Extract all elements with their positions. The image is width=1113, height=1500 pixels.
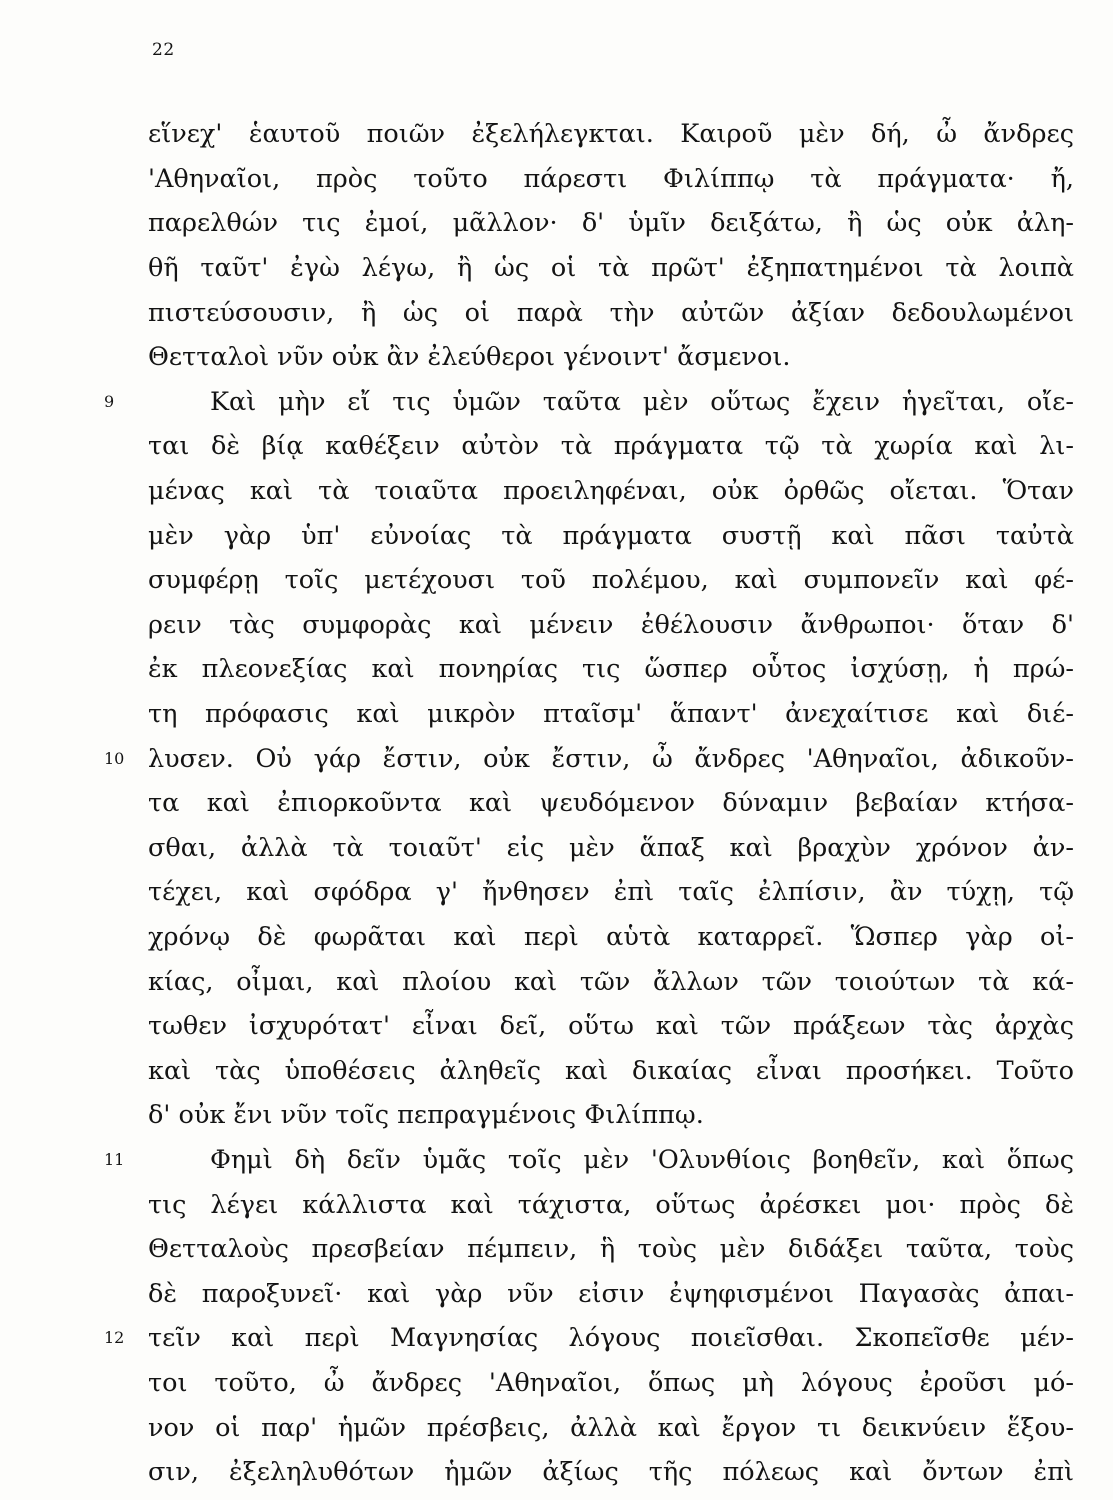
- line-text: Θετταλοὶ νῦν οὐκ ἂν ἐλεύθεροι γένοιντ' ἄσμενοι.: [148, 342, 791, 373]
- line-text: ρειν τὰς συμφορὰς καὶ μένειν ἐθέλουσιν ἄνθρωποι· ὅταν δ': [148, 609, 1074, 640]
- text-line: [0, 1227, 1113, 1272]
- line-text: Φημὶ δὴ δεῖν ὑμᾶς τοῖς μὲν 'Ολυνθίοις βοηθεῖν, καὶ ὅπως: [210, 1144, 1074, 1175]
- text-line: [0, 290, 1113, 335]
- text-line: [0, 736, 1113, 781]
- text-line: [0, 781, 1113, 826]
- text-line: [0, 870, 1113, 915]
- text-line: [0, 959, 1113, 1004]
- text-line: [0, 1093, 1113, 1138]
- line-text: πιστεύσουσιν, ἢ ὡς οἱ παρὰ τὴν αὐτῶν ἀξίαν δεδουλωμένοι: [148, 297, 1074, 328]
- line-text: σιν, ἐξεληλυθότων ἡμῶν ἀξίως τῆς πόλεως καὶ ὄντων ἐπὶ: [148, 1457, 1074, 1488]
- text-line: [0, 1450, 1113, 1495]
- text-line: [0, 201, 1113, 246]
- line-text: ται δὲ βίᾳ καθέξειν αὐτὸν τὰ πράγματα τῷ τὰ χωρία καὶ λι-: [148, 431, 1074, 462]
- line-text: τωθεν ἰσχυρότατ' εἶναι δεῖ, οὕτω καὶ τῶν πράξεων τὰς ἀρχὰς: [148, 1011, 1074, 1042]
- line-text: Καὶ μὴν εἴ τις ὑμῶν ταῦτα μὲν οὕτως ἔχειν ἡγεῖται, οἴε-: [210, 386, 1074, 417]
- text-line: [0, 469, 1113, 514]
- line-text: τη πρόφασις καὶ μικρὸν πταῖσμ' ἅπαντ' ἀνεχαίτισε καὶ διέ-: [148, 699, 1074, 730]
- line-text: ἐκ πλεονεξίας καὶ πονηρίας τις ὥσπερ οὗτος ἰσχύσῃ, ἡ πρώ-: [148, 654, 1074, 685]
- section-number: 12: [104, 1328, 125, 1348]
- line-text: τοι τοῦτο, ὦ ἄνδρες 'Αθηναῖοι, ὅπως μὴ λόγους ἐροῦσι μό-: [148, 1367, 1074, 1398]
- text-line: [0, 1271, 1113, 1316]
- line-text: τεῖν καὶ περὶ Μαγνησίας λόγους ποιεῖσθαι. Σκοπεῖσθε μέν-: [148, 1323, 1074, 1354]
- line-text: τα καὶ ἐπιορκοῦντα καὶ ψευδόμενον δύναμιν βεβαίαν κτήσα-: [148, 788, 1074, 819]
- line-text: σθαι, ἀλλὰ τὰ τοιαῦτ' εἰς μὲν ἅπαξ καὶ βραχὺν χρόνον ἀν-: [148, 832, 1074, 863]
- greek-text-body: [0, 112, 1113, 1494]
- text-line: [0, 1182, 1113, 1227]
- line-text: λυσεν. Οὐ γάρ ἔστιν, οὐκ ἔστιν, ὦ ἄνδρες 'Αθηναῖοι, ἀδικοῦν-: [148, 743, 1074, 774]
- text-line: [0, 1138, 1113, 1183]
- line-text: δὲ παροξυνεῖ· καὶ γὰρ νῦν εἰσιν ἐψηφισμένοι Παγασὰς ἀπαι-: [148, 1278, 1074, 1309]
- text-line: [0, 692, 1113, 737]
- line-text: συμφέρῃ τοῖς μετέχουσι τοῦ πολέμου, καὶ συμπονεῖν καὶ φέ-: [148, 565, 1074, 596]
- text-line: [0, 335, 1113, 380]
- line-text: κίας, οἶμαι, καὶ πλοίου καὶ τῶν ἄλλων τῶν τοιούτων τὰ κά-: [148, 966, 1074, 997]
- text-line: [0, 380, 1113, 425]
- page-number: 22: [152, 40, 175, 60]
- line-text: τέχει, καὶ σφόδρα γ' ἤνθησεν ἐπὶ ταῖς ἐλπίσιν, ἂν τύχῃ, τῷ: [148, 877, 1074, 908]
- line-text: παρελθών τις ἐμοί, μᾶλλον· δ' ὑμῖν δειξάτω, ἢ ὡς οὐκ ἀλη-: [148, 208, 1074, 239]
- line-text: μὲν γὰρ ὑπ' εὐνοίας τὰ πράγματα συστῇ καὶ πᾶσι ταὐτὰ: [148, 520, 1074, 551]
- line-text: θῆ ταῦτ' ἐγὼ λέγω, ἢ ὡς οἱ τὰ πρῶτ' ἐξηπατημένοι τὰ λοιπὰ: [148, 253, 1074, 284]
- text-line: [0, 1361, 1113, 1406]
- line-text: εἵνεχ' ἑαυτοῦ ποιῶν ἐξελήλεγκται. Καιροῦ μὲν δή, ὦ ἄνδρες: [148, 119, 1074, 150]
- text-line: [0, 157, 1113, 202]
- line-text: δ' οὐκ ἔνι νῦν τοῖς πεπραγμένοις Φιλίππῳ.: [148, 1100, 704, 1131]
- text-line: [0, 915, 1113, 960]
- text-line: [0, 246, 1113, 291]
- text-line: [0, 513, 1113, 558]
- text-line: [0, 826, 1113, 871]
- text-line: [0, 558, 1113, 603]
- line-text: μένας καὶ τὰ τοιαῦτα προειληφέναι, οὐκ ὀρθῶς οἴεται. Ὅταν: [148, 476, 1074, 507]
- line-text: χρόνῳ δὲ φωρᾶται καὶ περὶ αὑτὰ καταρρεῖ. Ὥσπερ γὰρ οἰ-: [148, 921, 1074, 952]
- section-number: 11: [104, 1149, 125, 1169]
- text-line: [0, 647, 1113, 692]
- line-text: καὶ τὰς ὑποθέσεις ἀληθεῖς καὶ δικαίας εἶναι προσήκει. Τοῦτο: [148, 1055, 1074, 1086]
- line-text: τις λέγει κάλλιστα καὶ τάχιστα, οὕτως ἀρέσκει μοι· πρὸς δὲ: [148, 1189, 1074, 1220]
- line-text: 'Αθηναῖοι, πρὸς τοῦτο πάρεστι Φιλίππῳ τὰ πράγματα· ἤ,: [148, 163, 1074, 194]
- text-line: [0, 1004, 1113, 1049]
- line-text: νον οἱ παρ' ἡμῶν πρέσβεις, ἀλλὰ καὶ ἔργον τι δεικνύειν ἕξου-: [148, 1412, 1074, 1443]
- line-text: Θετταλοὺς πρεσβείαν πέμπειν, ἣ τοὺς μὲν διδάξει ταῦτα, τοὺς: [148, 1234, 1074, 1265]
- text-line: [0, 603, 1113, 648]
- text-line: [0, 424, 1113, 469]
- text-line: [0, 112, 1113, 157]
- text-line: [0, 1405, 1113, 1450]
- text-line: [0, 1316, 1113, 1361]
- section-number: 9: [104, 391, 115, 411]
- section-number: 10: [104, 748, 125, 768]
- text-line: [0, 1048, 1113, 1093]
